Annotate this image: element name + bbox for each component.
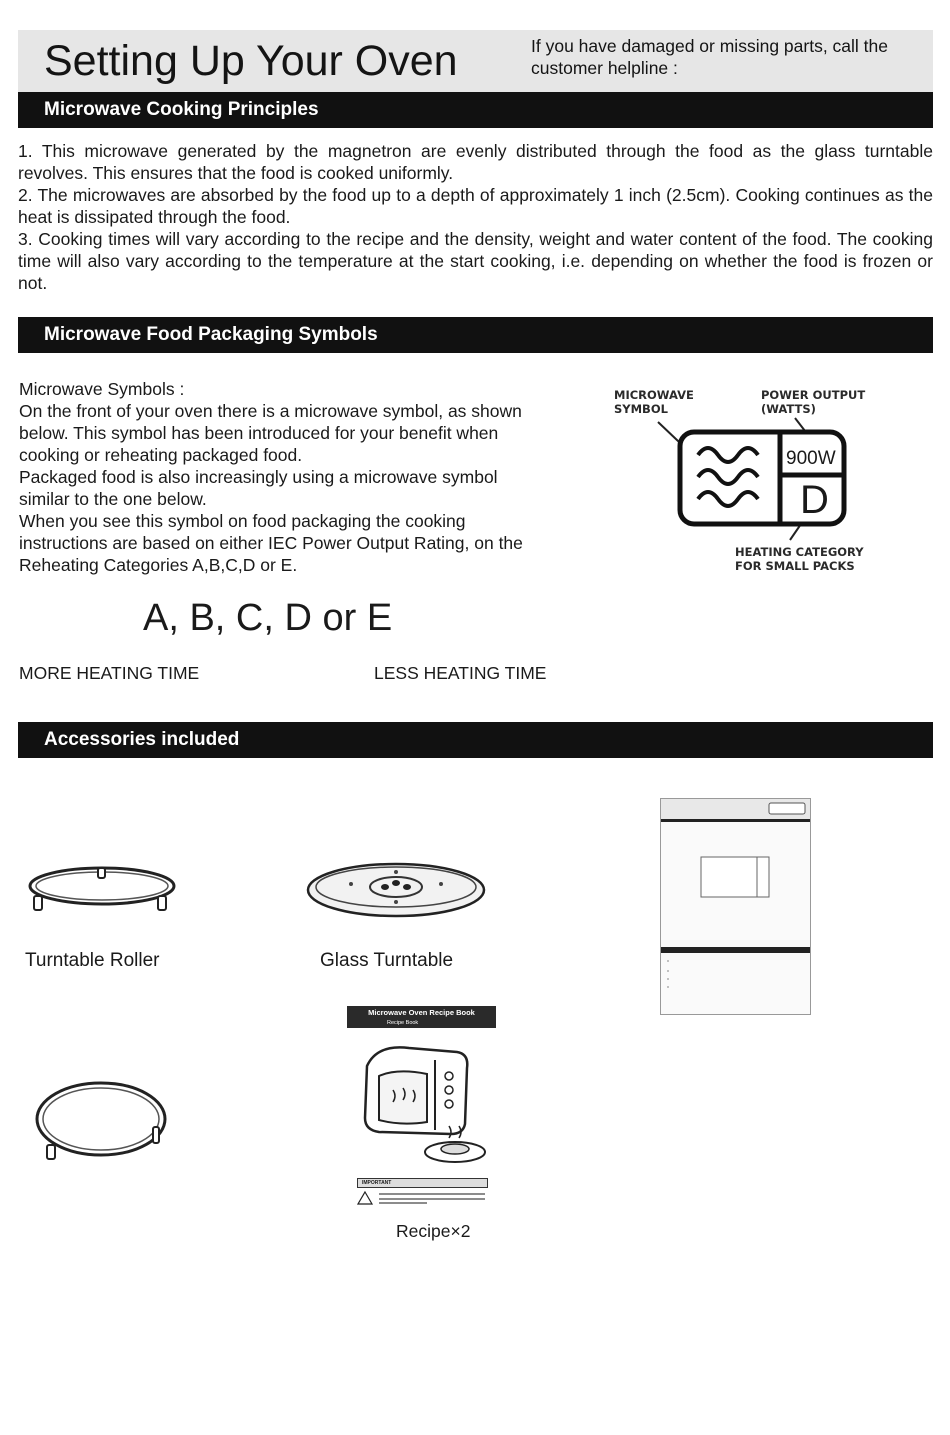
symbols-text bbox=[19, 378, 579, 576]
recipe-book-title: Microwave Oven Recipe Book bbox=[347, 1006, 496, 1028]
recipe-book-important: IMPORTANT bbox=[357, 1178, 488, 1188]
microwave-symbol-graphic bbox=[600, 380, 900, 630]
less-heating-time-label: LESS HEATING TIME bbox=[374, 663, 547, 683]
diagram-label-symbol-2: SYMBOL bbox=[614, 402, 668, 416]
turntable-roller-caption: Turntable Roller bbox=[25, 950, 160, 971]
glass-turntable-caption: Glass Turntable bbox=[320, 950, 454, 971]
instruction-manual-image bbox=[660, 798, 811, 1015]
helpline-note: If you have damaged or missing parts, call the customer helpline : bbox=[531, 36, 888, 78]
diagram-label-power-1: POWER OUTPUT bbox=[761, 388, 866, 402]
symbols-line: cooking or reheating packaged food. bbox=[19, 445, 303, 465]
symbols-line: Reheating Categories A,B,C,D or E. bbox=[19, 555, 298, 575]
diagram-label-category-2: FOR SMALL PACKS bbox=[735, 559, 855, 573]
section-heading-principles: Microwave Cooking Principles bbox=[18, 92, 933, 128]
symbols-line: similar to the one below. bbox=[19, 489, 207, 509]
diagram-label-power-2: (WATTS) bbox=[761, 402, 816, 416]
warning-icon bbox=[357, 1190, 488, 1208]
symbols-line: Packaged food is also increasingly using a microwave symbol bbox=[19, 467, 498, 487]
symbols-line: When you see this symbol on food packaging the cooking bbox=[19, 511, 466, 531]
symbols-line: below. This symbol has been introduced for your benefit when bbox=[19, 423, 499, 443]
glass-turntable-image bbox=[305, 860, 487, 920]
power-output-value: 900W bbox=[786, 448, 836, 469]
section-heading-symbols: Microwave Food Packaging Symbols bbox=[18, 317, 933, 353]
heating-categories: A, B, C, D or E bbox=[143, 597, 393, 639]
recipe-caption: Recipe×2 bbox=[396, 1221, 471, 1241]
diagram-label-symbol-1: MICROWAVE bbox=[614, 388, 694, 402]
roller-ring-image bbox=[33, 1075, 169, 1165]
principle-paragraph-3: 3. Cooking times will vary according to the recipe and the density, weight and water content of the food. The cooking time will also vary according to the temperature at the start cooking, i.e. depending on whether the food is frozen or not. bbox=[18, 229, 933, 293]
symbols-line: instructions are based on either IEC Power Output Rating, on the bbox=[19, 533, 523, 553]
microwave-symbol-diagram bbox=[600, 380, 900, 630]
turntable-roller-image bbox=[24, 860, 180, 918]
diagram-label-category-1: HEATING CATEGORY bbox=[735, 545, 864, 559]
symbols-line: Microwave Symbols : bbox=[19, 379, 185, 399]
microwave-oven-icon bbox=[357, 1038, 489, 1166]
page-title: Setting Up Your Oven bbox=[44, 37, 458, 85]
heating-category-value: D bbox=[800, 478, 829, 522]
section-heading-accessories: Accessories included bbox=[18, 722, 933, 758]
principle-paragraph-1: 1. This microwave generated by the magnetron are evenly distributed through the food as the glass turntable revolves. This ensures that the food is cooked uniformly. bbox=[18, 141, 933, 183]
principle-paragraph-2: 2. The microwaves are absorbed by the food up to a depth of approximately 1 inch (2.5cm). Cooking continues as the heat is dissipated through the food. bbox=[18, 185, 933, 227]
recipe-book-subtitle: Recipe Book bbox=[387, 1020, 419, 1026]
symbols-line: On the front of your oven there is a microwave symbol, as shown bbox=[19, 401, 522, 421]
more-heating-time-label: MORE HEATING TIME bbox=[19, 663, 200, 683]
recipe-book-image bbox=[347, 1006, 496, 1212]
